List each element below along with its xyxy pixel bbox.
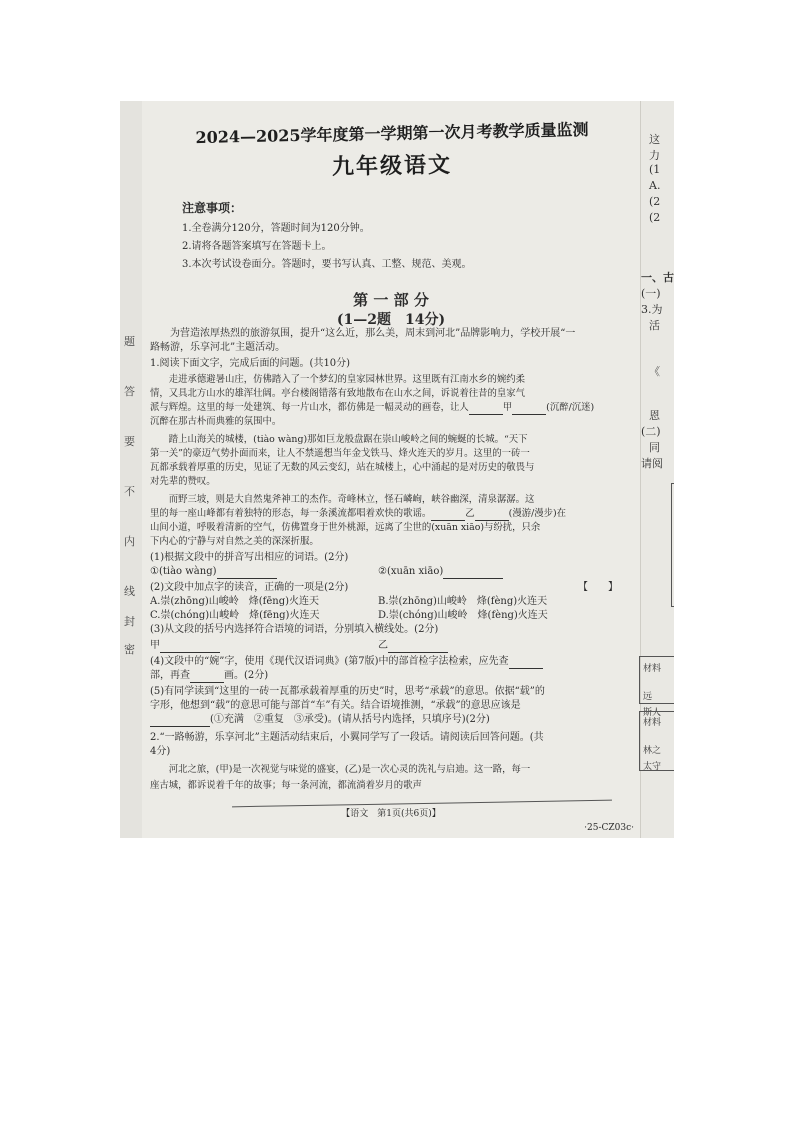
adjacent-text: 远 <box>643 692 653 702</box>
part-title: 第 一 部 分 <box>353 291 429 309</box>
option-row <box>150 595 628 609</box>
passage-line: 派与辉煌。这里的每一处建筑、每一片山水，都仿佛是一幅灵动的画卷，让人 甲 (沉醉/沉迷) <box>150 402 595 413</box>
answer-blank[interactable] <box>509 659 543 669</box>
passage-line: 下内心的宁静与对自然之美的深深折服。 <box>150 536 319 547</box>
adjacent-text: A. <box>649 179 661 192</box>
blank-jia <box>469 405 503 415</box>
notes-title: 注意事项： <box>182 201 243 215</box>
binding-char: 密 <box>124 643 135 656</box>
adjacent-text: (二) <box>641 425 661 438</box>
part-subtitle: (1—2题 14分) <box>336 312 446 328</box>
passage-line: 第一关”的豪迈气势扑面而来，让人不禁遥想当年金戈铁马、烽火连天的岁月。这里的一砖一 <box>150 448 530 459</box>
sub-question-4: (4)文段中的“婉”字，使用《现代汉语词典》(第7版)中的部首检字法检索，应先查 <box>150 655 628 669</box>
sub-question-1-answers: ①(tiào wàng) ②(xuān xiāo) <box>150 565 628 579</box>
adjacent-text: 同 <box>649 441 660 454</box>
q2-stem: 4分) <box>150 746 171 757</box>
document-photo <box>120 101 674 838</box>
page-footer: 【语文 第1页(共6页)】 <box>341 809 441 819</box>
note-item: 3.本次考试设卷面分。答题时，要书写认真、工整、规范、美观。 <box>182 259 472 270</box>
answer-blank[interactable] <box>443 569 503 579</box>
exam-page <box>142 101 640 838</box>
q2-passage-line: 河北之旅，(甲)是一次视觉与味觉的盛宴，(乙)是一次心灵的洗礼与启迪。这一路，每一 <box>168 764 531 775</box>
adjacent-text: (1 <box>649 163 661 176</box>
sub-question-4-cont: 部，再查 画。(2分) <box>150 670 269 681</box>
binding-char: 不 <box>124 485 135 498</box>
passage-line: 而野三坡，则是大自然鬼斧神工的杰作。奇峰林立，怪石嶙峋，峡谷幽深，清泉潺潺。这 <box>168 494 535 505</box>
adjacent-text: 力 <box>649 149 660 162</box>
adjacent-text: (一) <box>641 287 661 300</box>
passage-line: 走进承德避暑山庄，仿佛踏入了一个梦幻的皇家园林世界。这里既有江南水乡的婉约柔 <box>168 374 526 385</box>
q2-stem: 2.“一路畅游，乐享河北”主题活动结束后，小翼同学写了一段话。请阅读后回答问题。(共 <box>150 732 544 743</box>
intro-line: 路畅游，乐享河北”主题活动。 <box>150 342 286 353</box>
sub-question-5: 字形，他想到“载”的意思可能与部首“车”有关。结合语境推测，“承载”的意思应该是 <box>150 700 521 711</box>
binding-char: 内 <box>124 535 135 548</box>
adjacent-text: 一、古 <box>641 271 674 284</box>
answer-blank[interactable] <box>388 643 448 653</box>
sub-question-1: (1)根据文段中的拼音写出相应的词语。(2分) <box>150 552 349 563</box>
answer-bracket[interactable]: 【 】 <box>578 582 618 593</box>
adjacent-text: 《 <box>649 365 660 378</box>
option-b[interactable]: B.崇(zhōng)山峻岭 烽(fèng)火连天 <box>378 596 548 607</box>
adjacent-text: 材料 <box>643 718 662 728</box>
material-box-edge <box>639 656 674 704</box>
passage-line: 踏上山海关的城楼，(tiào wàng)那如巨龙般盘踞在崇山峻岭之间的蜿蜒的长城。“天下 <box>168 434 528 445</box>
answer-blank[interactable] <box>217 569 277 579</box>
passage-line: 情，又具北方山水的雄浑壮阔。亭台楼阁错落有致地散布在山水之间，诉说着往昔的皇家气 <box>150 388 526 399</box>
intro-line: 为营造浓厚热烈的旅游氛围，提升“这么近，那么美，周末到河北”品牌影响力，学校开展“一 <box>170 328 576 339</box>
adjacent-text: 斯人 <box>643 708 662 718</box>
answer-blank[interactable] <box>160 643 220 653</box>
binding-char: 封 <box>124 615 135 628</box>
sub-question-3-answers: 甲 乙 <box>150 639 628 653</box>
answer-box-edge <box>671 483 674 607</box>
option-a[interactable]: A.崇(zhōng)山峻岭 烽(fēng)火连天 <box>150 596 320 607</box>
passage-line: 里的每一座山峰都有着独特的形态，每一条溪流都唱着欢快的歌谣。 乙 (漫游/漫步)在 <box>150 508 567 519</box>
adjacent-text: 3.为 <box>641 303 663 316</box>
adjacent-page-edge <box>640 101 674 838</box>
q1-stem: 1.阅读下面文字，完成后面的问题。(共10分) <box>150 358 351 369</box>
adjacent-text: 这 <box>649 133 660 146</box>
passage-line: 山间小道，呼吸着清新的空气，仿佛置身于世外桃源，远离了尘世的(xuān xiāo)与纷扰，只余 <box>150 522 541 533</box>
adjacent-text: 林之 <box>643 746 662 756</box>
exam-title: 2024—2025学年度第一学期第一次月考教学质量监测 <box>195 119 589 148</box>
passage-line: 对先辈的赞叹。 <box>150 476 216 487</box>
adjacent-text: 恩 <box>649 409 660 422</box>
adjacent-text: 请阅 <box>641 457 663 470</box>
binding-char: 要 <box>124 435 135 448</box>
passage-line: 瓦都承载着厚重的历史，见证了无数的风云变幻，站在城楼上，心中涌起的是对历史的敬畏与 <box>150 462 535 473</box>
note-item: 1.全卷满分120分，答题时间为120分钟。 <box>182 223 370 234</box>
material-box-edge <box>639 711 674 771</box>
subject-title: 九年级语文 <box>331 151 453 181</box>
option-c[interactable]: C.崇(chóng)山峻岭 烽(fēng)火连天 <box>150 610 320 621</box>
blank-yi <box>431 511 465 521</box>
adjacent-text: (2 <box>649 211 661 224</box>
adjacent-text: 太守 <box>643 762 662 772</box>
sub-question-5: (①充满 ②重复 ③承受)。(请从括号内选择，只填序号)(2分) <box>150 713 628 727</box>
option-d[interactable]: D.崇(chóng)山峻岭 烽(fèng)火连天 <box>378 610 548 621</box>
exam-code: ·25-CZ03c· <box>584 823 634 833</box>
binding-char: 答 <box>124 385 135 398</box>
option-row <box>150 609 628 623</box>
binding-char: 题 <box>124 335 135 348</box>
note-item: 2.请将各题答案填写在答题卡上。 <box>182 241 332 252</box>
binding-strip <box>120 101 142 838</box>
sub-question-2: (2)文段中加点字的读音，正确的一项是(2分) 【 】 <box>150 582 618 593</box>
adjacent-text: 活 <box>649 319 660 332</box>
sub-question-5: (5)有同学读到“这里的一砖一瓦都承载着厚重的历史”时，思考“承载”的意思。依据“载”的 <box>150 686 545 697</box>
passage-line: 沉醉在那古朴而典雅的氛围中。 <box>150 416 282 427</box>
adjacent-text: (2 <box>649 195 661 208</box>
sub-question-3: (3)从文段的括号内选择符合语境的词语，分别填入横线处。(2分) <box>150 624 439 635</box>
q2-passage-line: 座古城，都诉说着千年的故事；每一条河流，都流淌着岁月的歌声 <box>150 780 422 791</box>
answer-blank[interactable] <box>190 673 224 683</box>
binding-char: 线 <box>124 585 135 598</box>
answer-blank[interactable] <box>150 717 210 727</box>
adjacent-text: 材料 <box>643 664 662 674</box>
